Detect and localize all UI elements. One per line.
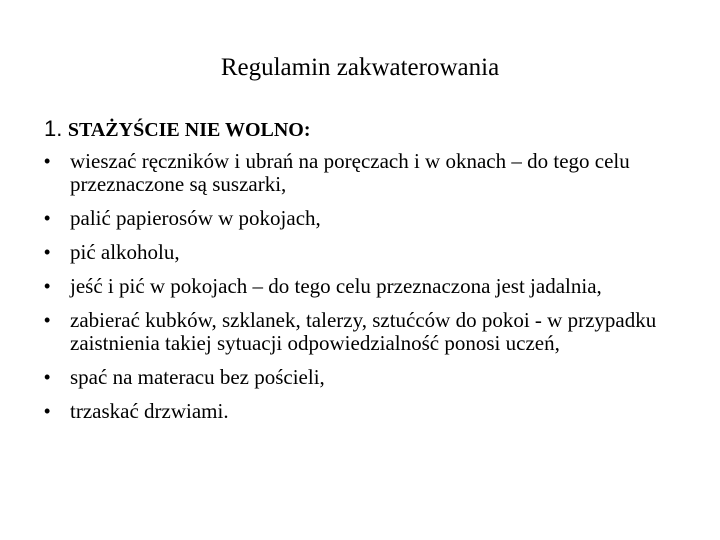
- section-number: 1.: [44, 116, 63, 141]
- rule-text: trzaskać drzwiami.: [70, 399, 229, 423]
- rule-item: [44, 207, 684, 230]
- section-heading-text: STAŻYŚCIE NIE WOLNO:: [67, 119, 311, 141]
- rule-text: spać na materacu bez pościeli,: [70, 365, 325, 389]
- rule-item: [44, 150, 684, 196]
- rule-item: [44, 400, 684, 423]
- rule-item: [44, 241, 684, 264]
- section-heading: [44, 114, 311, 145]
- bullet-icon: •: [44, 310, 51, 330]
- rule-item: [44, 275, 684, 298]
- rule-text: wieszać ręczników i ubrań na poręczach i w oknach – do tego celu przeznaczone są suszarki,: [70, 149, 630, 196]
- rule-item: [44, 309, 684, 355]
- rule-item: [44, 366, 684, 389]
- bullet-icon: •: [44, 367, 51, 387]
- bullet-icon: •: [44, 208, 51, 228]
- bullet-icon: •: [44, 242, 51, 262]
- rules-list: [44, 150, 684, 434]
- rule-text: pić alkoholu,: [70, 240, 180, 264]
- bullet-icon: •: [44, 401, 51, 421]
- rule-text: jeść i pić w pokojach – do tego celu przeznaczona jest jadalnia,: [70, 274, 602, 298]
- bullet-icon: •: [44, 151, 51, 171]
- rule-text: zabierać kubków, szklanek, talerzy, sztućców do pokoi - w przypadku zaistnienia takiej sytuacji odpowiedzialność ponosi uczeń,: [70, 308, 657, 355]
- slide-title-text: Regulamin zakwaterowania: [220, 54, 500, 81]
- rule-text: palić papierosów w pokojach,: [70, 206, 321, 230]
- slide-title: [0, 52, 720, 84]
- bullet-icon: •: [44, 276, 51, 296]
